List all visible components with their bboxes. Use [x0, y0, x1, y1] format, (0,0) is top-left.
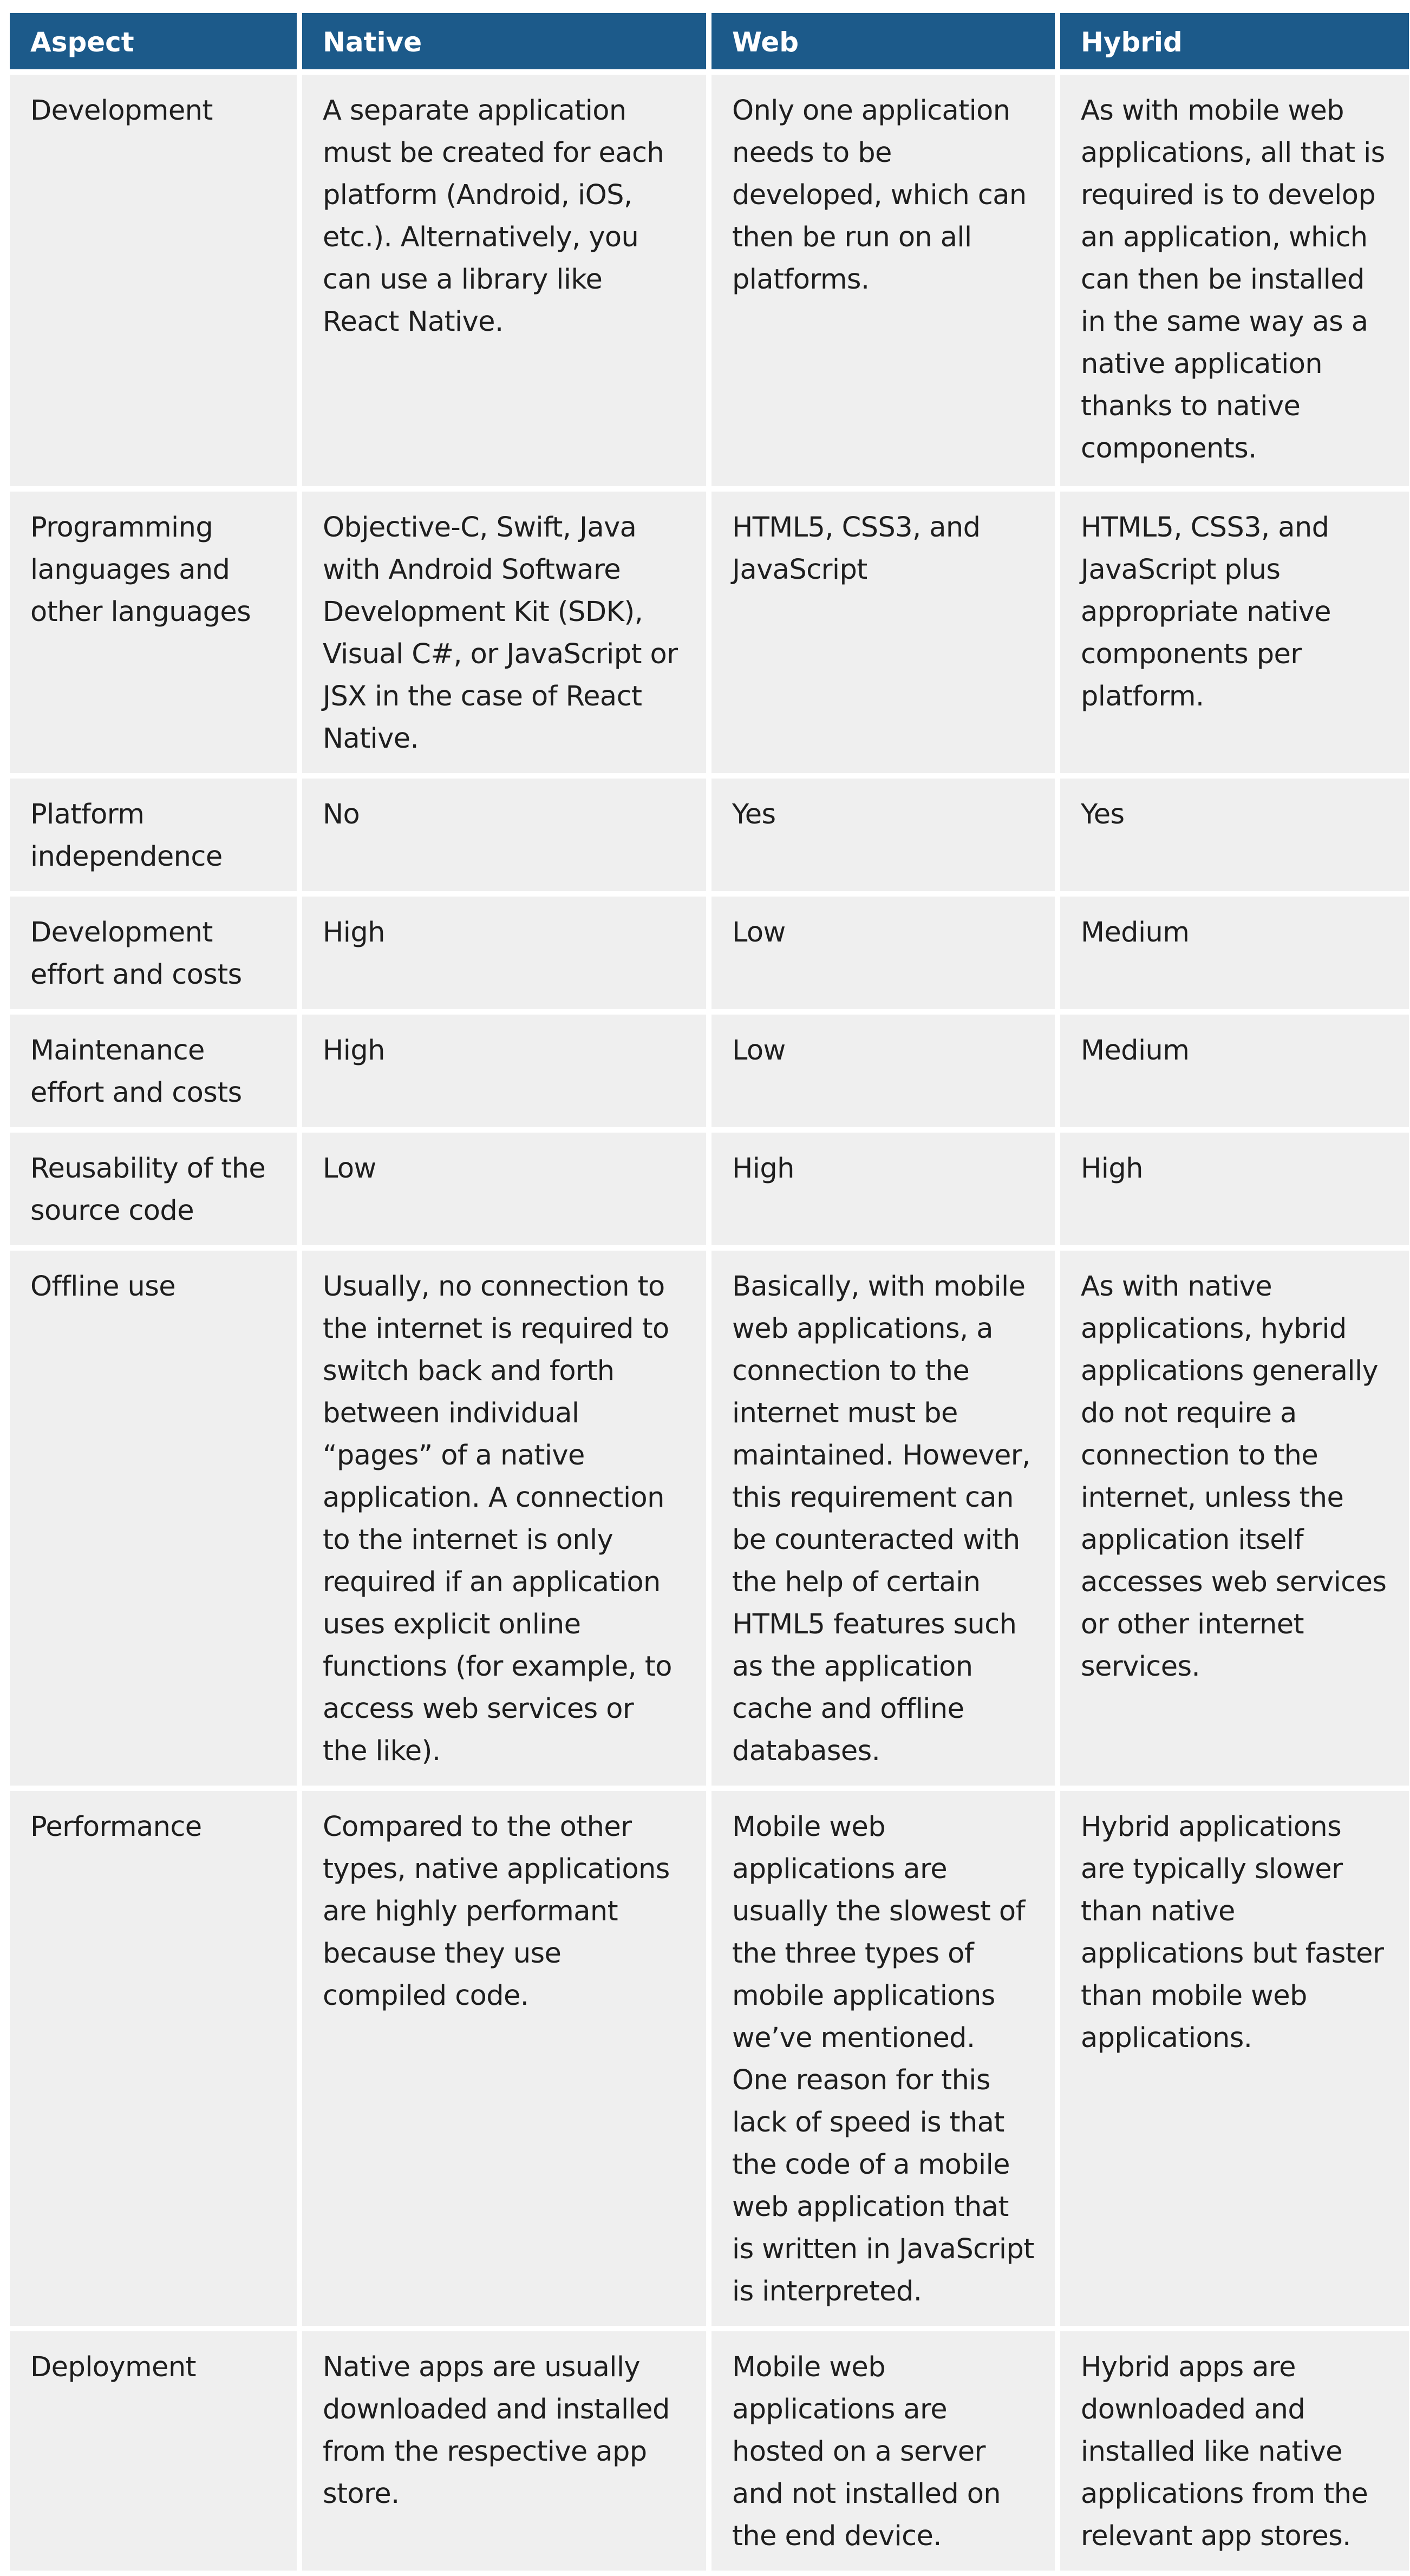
cell-native: Low [302, 1133, 706, 1245]
cell-aspect: Development [10, 75, 297, 486]
cell-web: Mobile web applications are hosted on a server and not installed on the end device. [711, 2331, 1055, 2571]
cell-hybrid: As with native applications, hybrid applications generally do not require a connection to the internet, unless the application itself accesses web services or other internet services. [1060, 1251, 1409, 1786]
cell-hybrid: Medium [1060, 1015, 1409, 1127]
cell-web: Low [711, 897, 1055, 1009]
cell-aspect: Maintenance effort and costs [10, 1015, 297, 1127]
cell-native: Usually, no connection to the internet is required to switch back and forth between individual “pages” of a native application. A connection to the internet is only required if an application uses explicit online functions (for example, to access web services or the like). [302, 1251, 706, 1786]
table-row [10, 1015, 1409, 1127]
cell-web: Only one application needs to be developed, which can then be run on all platforms. [711, 75, 1055, 486]
table-row [10, 779, 1409, 891]
cell-native: High [302, 897, 706, 1009]
cell-web: High [711, 1133, 1055, 1245]
cell-web: Basically, with mobile web applications, a connection to the internet must be maintained. However, this requirement can be counteracted with the help of certain HTML5 features such as the application cache and offline databases. [711, 1251, 1055, 1786]
header-web: Web [711, 13, 1055, 69]
cell-native: A separate application must be created for each platform (Android, iOS, etc.). Alternatively, you can use a library like React Native. [302, 75, 706, 486]
header-native: Native [302, 13, 706, 69]
cell-hybrid: High [1060, 1133, 1409, 1245]
cell-native: Compared to the other types, native applications are highly performant because they use compiled code. [302, 1791, 706, 2326]
cell-hybrid: HTML5, CSS3, and JavaScript plus appropriate native components per platform. [1060, 492, 1409, 773]
table-row [10, 1251, 1409, 1786]
header-row [10, 13, 1409, 69]
cell-aspect: Deployment [10, 2331, 297, 2571]
cell-web: Low [711, 1015, 1055, 1127]
table-row [10, 1791, 1409, 2326]
comparison-table-container [10, 13, 1398, 2571]
cell-native: Objective-C, Swift, Java with Android Software Development Kit (SDK), Visual C#, or JavaScript or JSX in the case of React Native. [302, 492, 706, 773]
table-row [10, 897, 1409, 1009]
cell-aspect: Performance [10, 1791, 297, 2326]
cell-web: HTML5, CSS3, and JavaScript [711, 492, 1055, 773]
cell-native: High [302, 1015, 706, 1127]
cell-aspect: Reusability of the source code [10, 1133, 297, 1245]
cell-hybrid: As with mobile web applications, all that is required is to develop an application, which can then be installed in the same way as a native application thanks to native components. [1060, 75, 1409, 486]
table-row [10, 492, 1409, 773]
cell-web: Yes [711, 779, 1055, 891]
cell-aspect: Platform independence [10, 779, 297, 891]
cell-web: Mobile web applications are usually the slowest of the three types of mobile applications we’ve mentioned. One reason for this lack of speed is that the code of a mobile web application that is written in JavaScript is interpreted. [711, 1791, 1055, 2326]
table-row [10, 1133, 1409, 1245]
cell-hybrid: Hybrid apps are downloaded and installed like native applications from the relevant app stores. [1060, 2331, 1409, 2571]
table-row [10, 2331, 1409, 2571]
cell-aspect: Offline use [10, 1251, 297, 1786]
table-row [10, 75, 1409, 486]
cell-aspect: Development effort and costs [10, 897, 297, 1009]
app-types-comparison-table [4, 8, 1410, 2576]
cell-hybrid: Medium [1060, 897, 1409, 1009]
header-aspect: Aspect [10, 13, 297, 69]
cell-hybrid: Hybrid applications are typically slower than native applications but faster than mobile web applications. [1060, 1791, 1409, 2326]
header-hybrid: Hybrid [1060, 13, 1409, 69]
cell-native: Native apps are usually downloaded and installed from the respective app store. [302, 2331, 706, 2571]
cell-aspect: Programming languages and other languages [10, 492, 297, 773]
cell-hybrid: Yes [1060, 779, 1409, 891]
cell-native: No [302, 779, 706, 891]
